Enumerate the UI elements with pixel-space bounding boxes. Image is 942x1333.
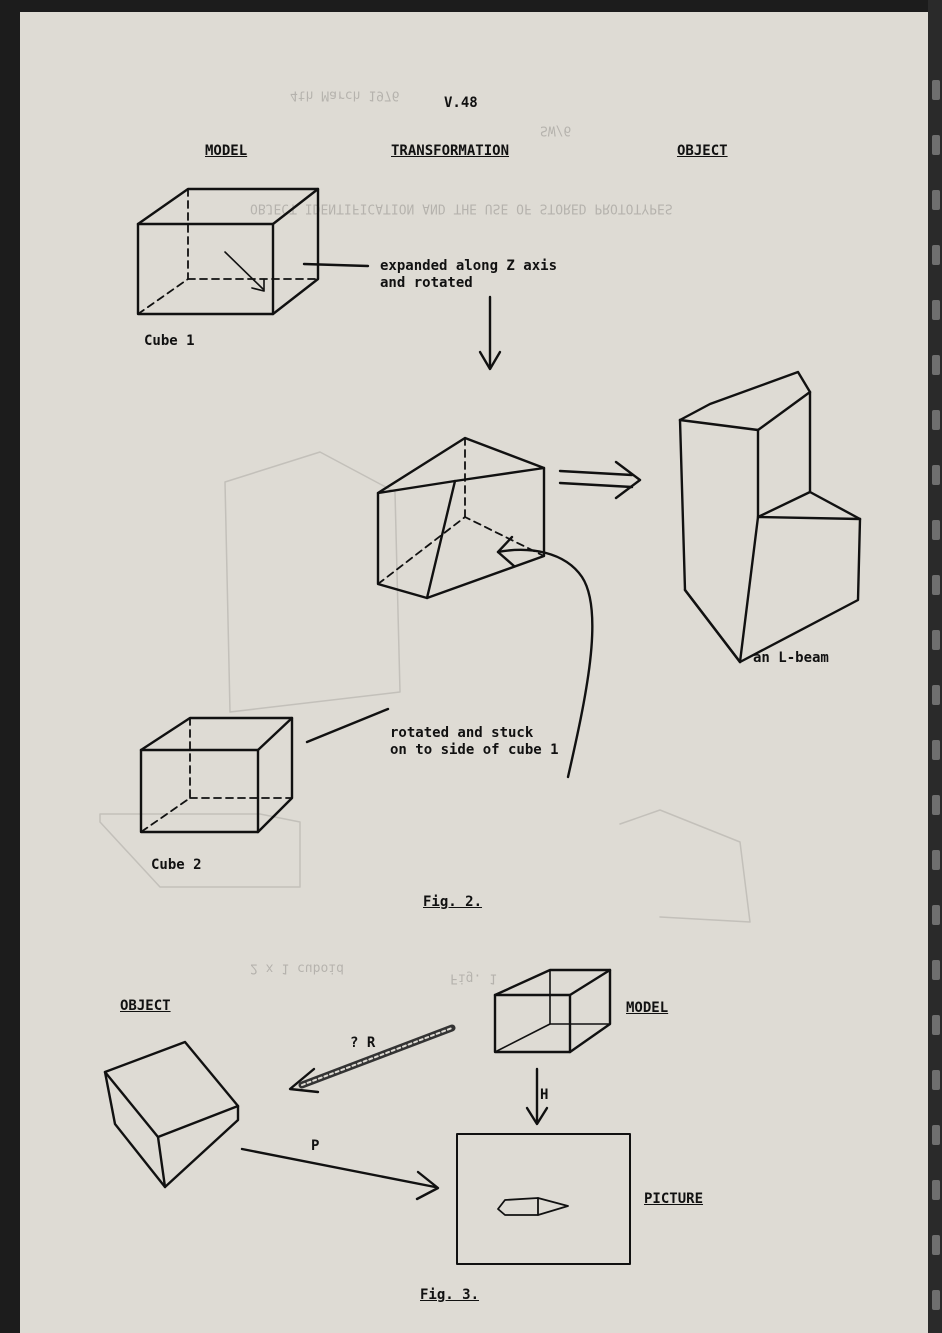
binder-ring	[932, 355, 940, 375]
object-header: OBJECT	[677, 143, 728, 159]
bleed-through-text-5: 2 x 1 cuboid	[250, 960, 344, 976]
fig-3-caption: Fig. 3.	[420, 1287, 480, 1303]
binder-ring	[932, 850, 940, 870]
binder-ring	[932, 1070, 940, 1090]
binder-ring	[932, 245, 940, 265]
transformation-1-label: expanded along Z axis and rotated	[380, 258, 558, 291]
binder-ring	[932, 795, 940, 815]
bleed-through-text-3: OBJECT IDENTIFICATION AND THE USE OF STORED PROTOTYPES	[250, 200, 673, 216]
bleed-through-text-2: SW/6	[540, 122, 572, 138]
binder-ring	[932, 1235, 940, 1255]
l-beam-drawing	[680, 372, 860, 662]
down-arrow	[480, 297, 500, 369]
bleed-through-shapes	[100, 452, 750, 922]
connector-line-1	[304, 264, 368, 266]
object-block-fig3	[105, 1042, 238, 1187]
p-label: P	[311, 1138, 320, 1154]
connector-line-2	[307, 709, 388, 742]
binder-ring	[932, 465, 940, 485]
double-arrow	[560, 462, 640, 498]
transformation-2-label: rotated and stuck on to side of cube 1	[390, 725, 559, 758]
fig3-object-label: OBJECT	[120, 998, 171, 1014]
binder-ring	[932, 740, 940, 760]
binder-ring	[932, 520, 940, 540]
binder-ring	[932, 410, 940, 430]
r-label: ? R	[350, 1035, 376, 1051]
binder-ring	[932, 300, 940, 320]
model-header: MODEL	[205, 143, 248, 159]
diagram-drawings	[20, 12, 932, 1333]
binder-ring	[932, 190, 940, 210]
picture-label: PICTURE	[644, 1191, 704, 1207]
binder-ring	[932, 630, 940, 650]
cube-1-label: Cube 1	[144, 333, 195, 349]
binder-ring	[932, 1015, 940, 1035]
bleed-through-text-1: 4th March 1976	[290, 87, 400, 103]
model-cube-fig3	[495, 970, 610, 1052]
binder-ring	[932, 685, 940, 705]
h-label: H	[540, 1087, 549, 1103]
cube-2-drawing	[141, 718, 292, 832]
fig-2-caption: Fig. 2.	[423, 894, 483, 910]
bleed-through-text-4: Fig. 1	[450, 970, 497, 986]
expanded-block-drawing	[378, 438, 544, 598]
fig3-model-label: MODEL	[626, 1000, 669, 1016]
binder-ring	[932, 80, 940, 100]
l-beam-label: an L-beam	[753, 650, 829, 666]
picture-shape	[498, 1198, 568, 1215]
binder-edge	[928, 0, 942, 1333]
binder-ring	[932, 575, 940, 595]
binder-ring	[932, 135, 940, 155]
page-number: V.48	[444, 95, 478, 111]
transformation-header: TRANSFORMATION	[391, 143, 510, 159]
binder-ring	[932, 1125, 940, 1145]
binder-ring	[932, 1290, 940, 1310]
document-page	[20, 12, 932, 1333]
binder-ring	[932, 960, 940, 980]
cube-2-label: Cube 2	[151, 857, 202, 873]
p-arrow	[242, 1149, 438, 1199]
binder-ring	[932, 905, 940, 925]
binder-ring	[932, 1180, 940, 1200]
cube-1-drawing	[138, 189, 318, 314]
